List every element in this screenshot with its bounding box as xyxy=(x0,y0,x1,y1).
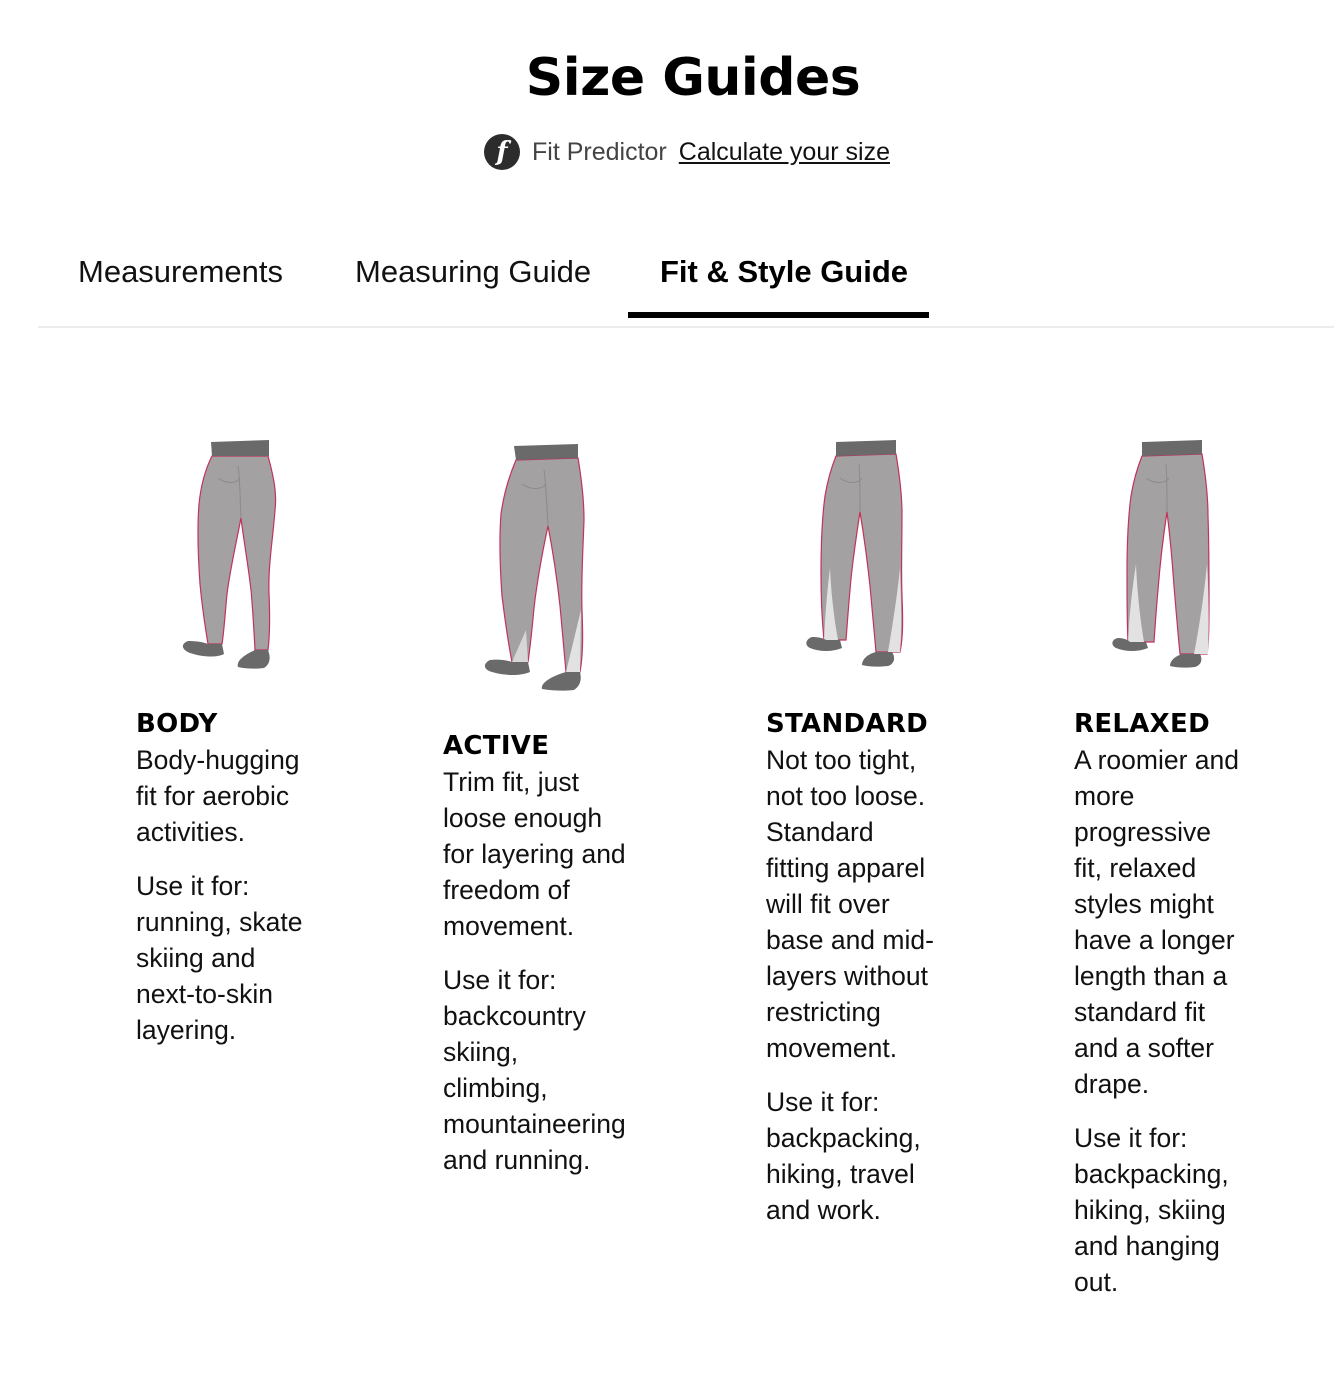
fit-name-relaxed: RELAXED xyxy=(1074,709,1210,739)
active-tab-indicator xyxy=(628,312,929,318)
tab-measuring-guide[interactable]: Measuring Guide xyxy=(355,254,592,289)
tab-fit-style-guide[interactable]: Fit & Style Guide xyxy=(660,254,909,289)
tab-measurements[interactable]: Measurements xyxy=(78,254,284,289)
fit-predictor xyxy=(484,132,890,172)
fit-name-active: ACTIVE xyxy=(443,731,550,761)
fit-predictor-logo-icon: f xyxy=(484,134,520,170)
active-fit-pants-icon xyxy=(480,440,590,694)
fit-use-relaxed: Use it for: backpacking, hiking, skiing and hanging out. xyxy=(1074,1123,1229,1297)
fit-use-body: Use it for: running, skate skiing and next-to-skin layering. xyxy=(136,871,303,1045)
fit-description-standard: Not too tight, not too loose. Standard fitting apparel will fit over base and mid- layers without restricting movement. xyxy=(766,745,934,1063)
relaxed-fit-pants-icon xyxy=(1110,438,1214,672)
calculate-size-link[interactable]: Calculate your size xyxy=(678,137,890,166)
page-title: Size Guides xyxy=(525,48,861,108)
fit-name-body: BODY xyxy=(136,709,218,739)
fit-use-standard: Use it for: backpacking, hiking, travel and work. xyxy=(766,1087,921,1225)
fit-description-relaxed: A roomier and more progressive fit, relaxed styles might have a longer length than a standard fit and a softer drape. xyxy=(1074,745,1239,1099)
fit-use-active: Use it for: backcountry skiing, climbing, mountaineering and running. xyxy=(443,965,626,1175)
tabs-divider xyxy=(38,326,1334,328)
body-fit-pants-icon xyxy=(178,438,280,672)
standard-fit-pants-icon xyxy=(804,438,908,672)
fit-predictor-label: Fit Predictor xyxy=(532,137,667,166)
size-guide-tabs xyxy=(0,236,1334,328)
fit-description-body: Body-hugging fit for aerobic activities. xyxy=(136,745,300,847)
fit-name-standard: STANDARD xyxy=(766,709,929,739)
fit-description-active: Trim fit, just loose enough for layering and freedom of movement. xyxy=(443,767,626,941)
